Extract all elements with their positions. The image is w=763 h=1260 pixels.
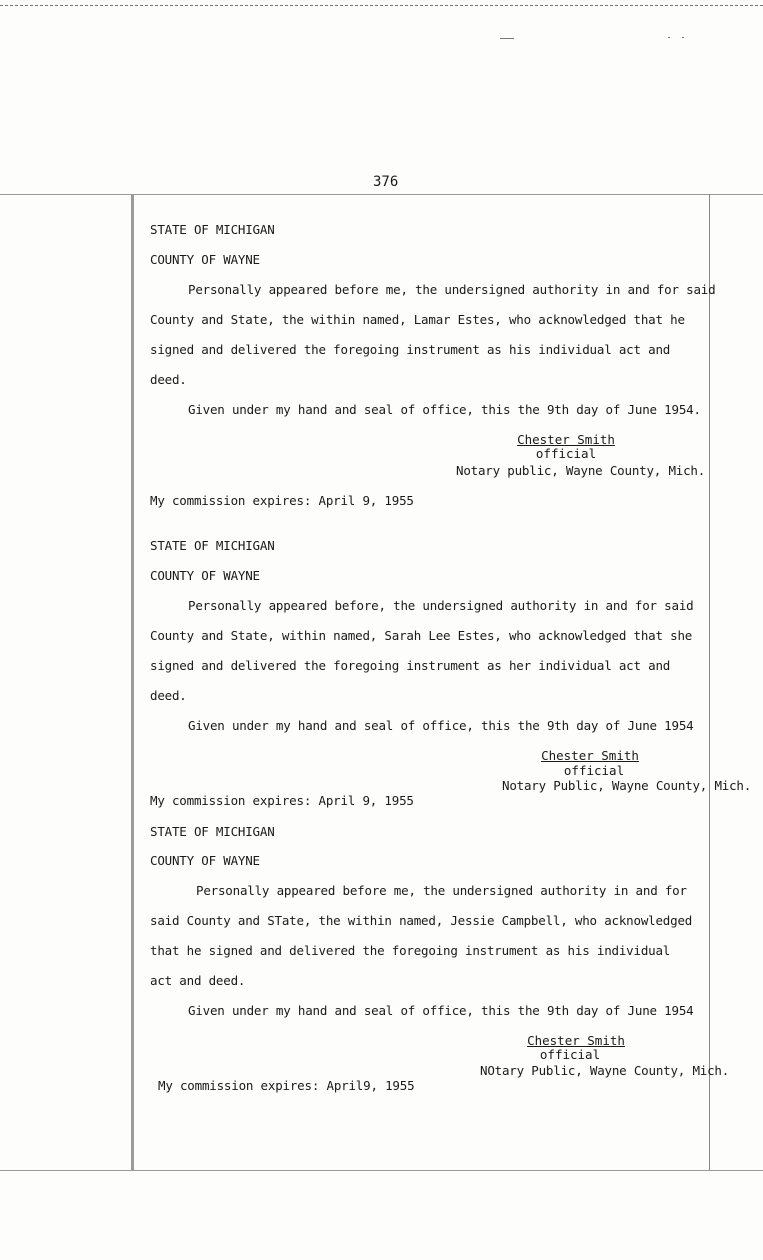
bottom-rule [0, 1170, 763, 1171]
county-heading: COUNTY OF WAYNE [150, 568, 260, 583]
commission-expires: My commission expires: April9, 1955 [158, 1078, 415, 1093]
notary-official: official [535, 446, 597, 461]
body-line: said County and STate, the within named, Jessie Campbell, who acknowledged [150, 913, 693, 928]
body-line: signed and delivered the foregoing instrument as his individual act and [150, 342, 671, 357]
county-heading: COUNTY OF WAYNE [150, 252, 260, 267]
state-heading: STATE OF MICHIGAN [150, 222, 275, 237]
scan-speck [500, 38, 514, 39]
given-line: Given under my hand and seal of office, this the 9th day of June 1954 [188, 1003, 694, 1018]
body-line: signed and delivered the foregoing instrument as her individual act and [150, 658, 671, 673]
page-number: 376 [373, 174, 399, 190]
notary-title: Notary Public, Wayne County, Mich. [502, 778, 752, 793]
notary-signature: Chester Smith [517, 432, 615, 447]
body-line: deed. [150, 688, 187, 703]
state-heading: STATE OF MICHIGAN [150, 538, 275, 553]
state-heading: STATE OF MICHIGAN [150, 824, 275, 839]
county-heading: COUNTY OF WAYNE [150, 853, 260, 868]
top-rule [0, 194, 763, 195]
notary-title: Notary public, Wayne County, Mich. [456, 463, 706, 478]
commission-expires: My commission expires: April 9, 1955 [150, 493, 414, 508]
notary-signature: Chester Smith [527, 1033, 625, 1048]
given-line: Given under my hand and seal of office, this the 9th day of June 1954 [188, 718, 694, 733]
body-line: that he signed and delivered the foregoing instrument as his individual [150, 943, 671, 958]
scan-speck [682, 37, 684, 38]
top-dashed-border [0, 5, 763, 6]
right-margin-line [709, 194, 710, 1170]
scan-speck [668, 37, 670, 38]
notary-title: NOtary Public, Wayne County, Mich. [480, 1063, 730, 1078]
body-line: County and State, the within named, Lamar Estes, who acknowledged that he [150, 312, 685, 327]
body-line: County and State, within named, Sarah Lee Estes, who acknowledged that she [150, 628, 693, 643]
notary-official: official [539, 1047, 601, 1062]
notary-signature: Chester Smith [541, 748, 639, 763]
body-line: Personally appeared before me, the undersigned authority in and for said [188, 282, 716, 297]
commission-expires: My commission expires: April 9, 1955 [150, 793, 414, 808]
body-line: Personally appeared before, the undersigned authority in and for said [188, 598, 694, 613]
notary-official: official [563, 763, 625, 778]
body-line: act and deed. [150, 973, 246, 988]
given-line: Given under my hand and seal of office, this the 9th day of June 1954. [188, 402, 701, 417]
left-margin-line [131, 194, 134, 1170]
body-line: deed. [150, 372, 187, 387]
body-line: Personally appeared before me, the undersigned authority in and for [196, 883, 687, 898]
